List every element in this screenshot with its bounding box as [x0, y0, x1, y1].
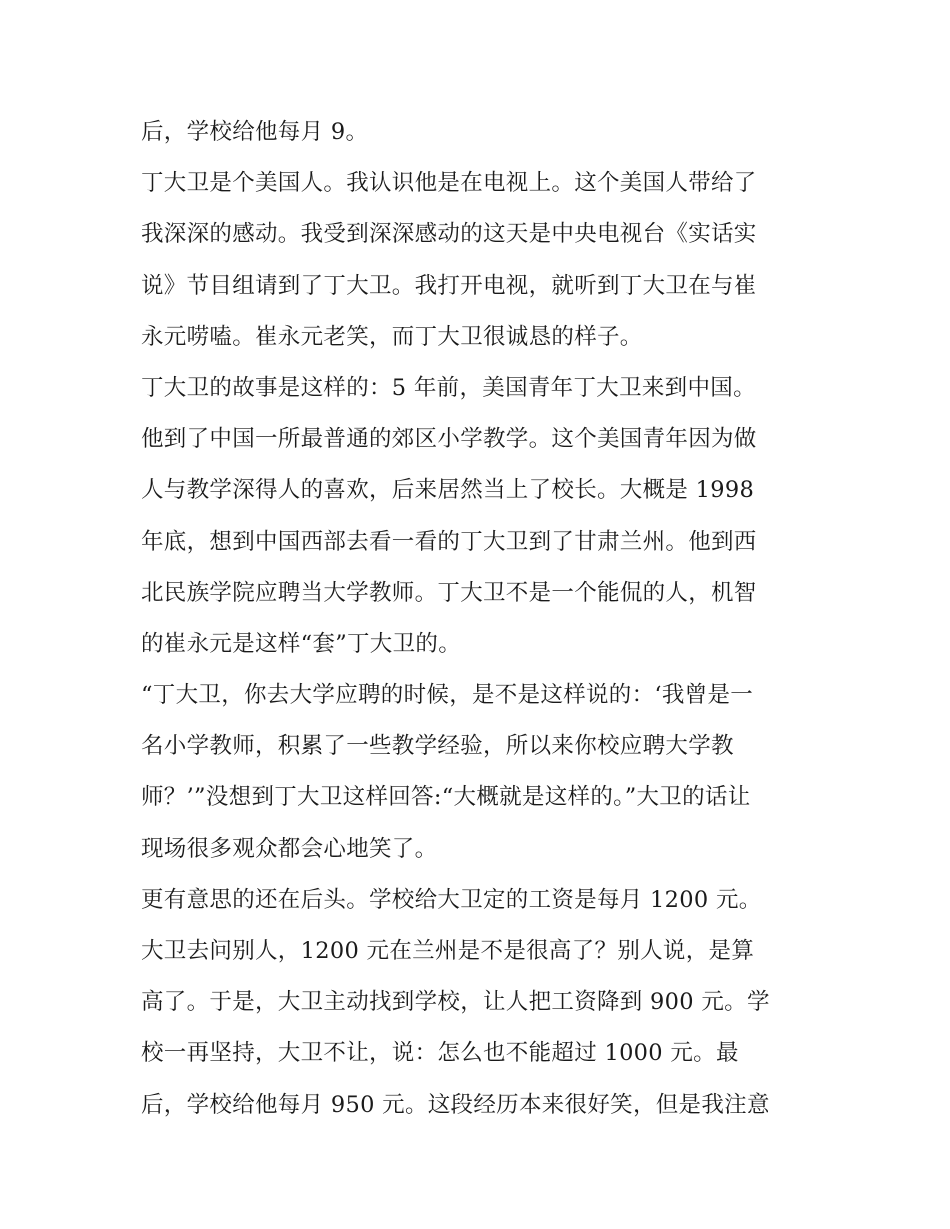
text-line: 丁大卫是个美国人。我认识他是在电视上。这个美国人带给了 [141, 170, 757, 197]
text-line: 北民族学院应聘当大学教师。丁大卫不是一个能侃的人，机智 [141, 579, 757, 606]
text-line: 更有意思的还在后头。学校给大卫定的工资是每月 1200 元。 [141, 886, 762, 913]
text-line: 师？’”没想到丁大卫这样回答:“大概就是这样的。”大卫的话让 [141, 784, 751, 811]
text-line: 说》节目组请到了丁大卫。我打开电视，就听到丁大卫在与崔 [141, 272, 757, 299]
text-line: 后，学校给他每月 950 元。这段经历本来很好笑，但是我注意 [141, 1091, 770, 1118]
text-line: 名小学教师，积累了一些教学经验，所以来你校应聘大学教 [141, 733, 734, 760]
text-line: 年底，想到中国西部去看一看的丁大卫到了甘肃兰州。他到西 [141, 528, 757, 555]
text-line: 校一再坚持，大卫不让，说：怎么也不能超过 1000 元。最 [141, 1040, 739, 1067]
text-line: 高了。于是，大卫主动找到学校，让人把工资降到 900 元。学 [141, 989, 770, 1016]
text-line: 大卫去问别人，1200 元在兰州是不是很高了？别人说，是算 [141, 938, 755, 964]
text-line: 人与教学深得人的喜欢，后来居然当上了校长。大概是 1998 [141, 477, 755, 504]
text-line: 现场很多观众都会心地笑了。 [141, 835, 438, 862]
text-line: 后，学校给他每月 9。 [141, 119, 369, 145]
text-line: 他到了中国一所最普通的郊区小学教学。这个美国青年因为做 [141, 426, 757, 453]
text-line: 的崔永元是这样“套”丁大卫的。 [141, 630, 462, 657]
text-line: 永元唠嗑。崔永元老笑，而丁大卫很诚恳的样子。 [141, 323, 643, 350]
body-text [141, 107, 821, 1131]
text-line: “丁大卫，你去大学应聘的时候，是不是这样说的：‘我曾是一 [141, 682, 754, 709]
text-line: 我深深的感动。我受到深深感动的这天是中央电视台《实话实 [141, 221, 757, 248]
text-line: 丁大卫的故事是这样的：5 年前，美国青年丁大卫来到中国。 [141, 374, 756, 401]
